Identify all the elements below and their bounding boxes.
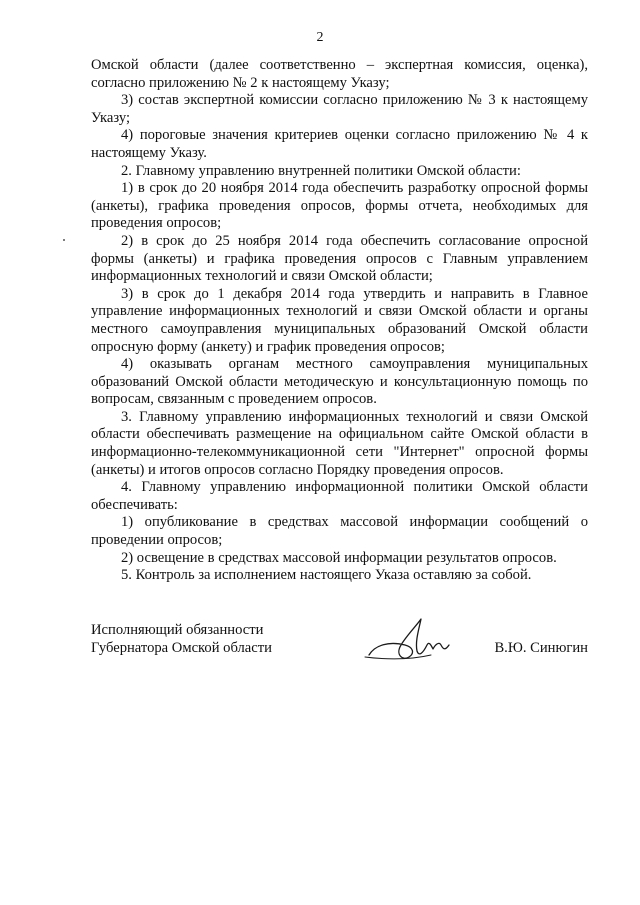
paragraph: 3) состав экспертной комиссии согласно приложению № 3 к настоящему Указу; bbox=[91, 92, 588, 126]
signature-block bbox=[91, 621, 588, 671]
page-number: 2 bbox=[316, 30, 324, 45]
document-body bbox=[91, 57, 588, 585]
paragraph: 2. Главному управлению внутренней политики Омской области: bbox=[121, 162, 521, 179]
signatory-name: В.Ю. Синюгин bbox=[494, 640, 588, 656]
paragraph: 2) освещение в средствах массовой информации результатов опросов. bbox=[121, 549, 557, 566]
paragraph: 4. Главному управлению информационной политики Омской области обеспечивать: bbox=[91, 479, 588, 513]
paragraph: Омской области (далее соответственно – экспертная комиссия, оценка), согласно приложению № 2 к настоящему Указу; bbox=[91, 57, 588, 91]
paragraph: 1) опубликование в средствах массовой информации сообщений о проведении опросов; bbox=[91, 514, 588, 549]
scan-artifact-dot bbox=[63, 239, 65, 241]
signatory-title-line-1: Исполняющий обязанности bbox=[91, 622, 264, 638]
signatory-title-line-2: Губернатора Омской области bbox=[91, 640, 272, 656]
paragraph: 1) в срок до 20 ноября 2014 года обеспечить разработку опросной формы (анкеты), графика проведения опросов, формы отчета, необходимых для проведения опросов; bbox=[91, 180, 588, 232]
paragraph: 4) оказывать органам местного самоуправления муниципальных образований Омской области методическую и консультационную помощь по вопросам, связанным с проведением опросов. bbox=[91, 356, 588, 408]
paragraph: 4) пороговые значения критериев оценки согласно приложению № 4 к настоящему Указу. bbox=[91, 127, 588, 161]
paragraph: 3) в срок до 1 декабря 2014 года утвердить и направить в Главное управление информационных технологий и связи Омской области и органы местного самоуправления муниципальных образований Омской области опросную форму (анкету) и график проведения опросов; bbox=[91, 285, 588, 355]
paragraph: 5. Контроль за исполнением настоящего Указа оставляю за собой. bbox=[121, 567, 532, 584]
paragraph: 2) в срок до 25 ноября 2014 года обеспечить согласование опросной формы (анкеты) и графика проведения опросов с Главным управлением информационных технологий и связи Омской области; bbox=[91, 232, 588, 285]
signatory-title bbox=[91, 621, 272, 657]
handwritten-signature-icon bbox=[361, 615, 471, 665]
paragraph: 3. Главному управлению информационных технологий и связи Омской области обеспечивать размещение на официальном сайте Омской области в информационно-телекоммуникационной сети "Интернет" опросной формы (анкеты) и итогов опросов согласно Порядку проведения опросов. bbox=[91, 408, 588, 478]
